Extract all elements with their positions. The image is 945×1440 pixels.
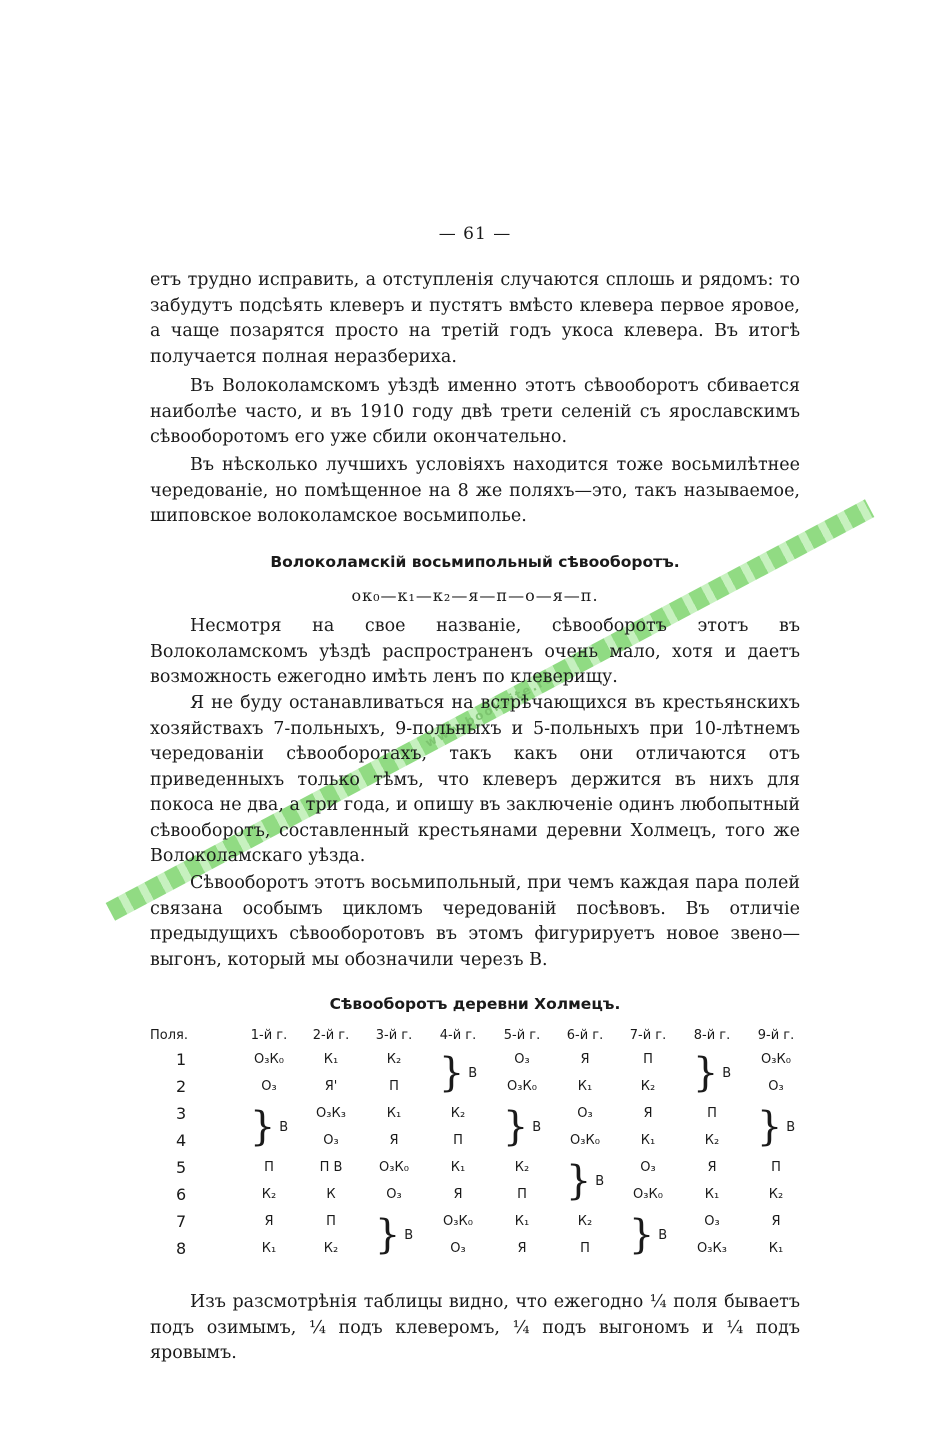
table-cell: К₂	[577, 1214, 593, 1229]
table-cell: К₁	[323, 1052, 339, 1067]
paragraph-3: Въ нѣсколько лучшихъ условіяхъ находится тоже восьмилѣтнее чередованіе, но помѣщенное на 8 же поляхъ—это, такъ называемое, шиповское волоколамское восьмиполье.	[150, 455, 800, 526]
field-number: 6	[176, 1185, 187, 1204]
header-year-8: 8-й г.	[693, 1027, 731, 1043]
table-cell: О₃К₃	[697, 1241, 727, 1256]
table-cell: Я	[643, 1106, 653, 1121]
table-heading: Сѣвооборотъ деревни Холмецъ.	[329, 995, 621, 1013]
table-cell: О₃	[577, 1106, 593, 1121]
table-cell: О₃К₀	[507, 1079, 537, 1094]
table-cell-merged: } В	[438, 1050, 478, 1096]
header-year-2: 2-й г.	[312, 1027, 350, 1043]
table-cell: О₃К₀	[443, 1214, 473, 1229]
table-cell-merged: } В	[628, 1212, 668, 1258]
table-cell: П	[517, 1187, 527, 1202]
table-cell: П	[771, 1160, 781, 1175]
table-cell-merged: } В	[692, 1050, 732, 1096]
header-year-3: 3-й г.	[375, 1027, 413, 1043]
table-cell: П	[707, 1106, 717, 1121]
table-cell: О₃К₀	[761, 1052, 791, 1067]
paragraph-2: Въ Волоколамскомъ уѣздѣ именно этотъ сѣвооборотъ сбивается наиболѣе часто, и въ 1910 году двѣ трети селеній съ ярославскимъ сѣвооборотомъ его уже сбили окончательно.	[150, 376, 800, 447]
header-year-9: 9-й г.	[757, 1027, 795, 1043]
brace-icon: }	[692, 1050, 719, 1096]
table-cell: П	[264, 1160, 274, 1175]
table-cell: К₂	[704, 1133, 720, 1148]
table-cell: Я	[517, 1241, 527, 1256]
paragraph-1: етъ трудно исправить, а отступленія случаются сплошь и рядомъ: то забудутъ подсѣять клеверъ и пустятъ вмѣсто клевера первое яровое, а чаще позарятся просто на третій годъ укоса клевера. Въ итогѣ получается полная неразбериха.	[150, 270, 800, 367]
header-year-5: 5-й г.	[503, 1027, 541, 1043]
table-cell: К₁	[704, 1187, 720, 1202]
table-cell: О₃К₀	[570, 1133, 600, 1148]
table-row	[150, 1046, 808, 1073]
table-cell: О₃К₀	[633, 1187, 663, 1202]
table-cell: П	[389, 1079, 399, 1094]
table-cell: О₃	[768, 1079, 784, 1094]
field-number: 5	[176, 1158, 187, 1177]
table-cell: О₃	[323, 1133, 339, 1148]
table-cell: Я'	[324, 1079, 338, 1094]
header-year-4: 4-й г.	[439, 1027, 477, 1043]
brace-icon: }	[249, 1104, 276, 1150]
table-cell: О₃К₃	[316, 1106, 346, 1121]
table-cell-merged: } В	[249, 1104, 289, 1150]
section-heading: Волоколамскій восьмипольный сѣвооборотъ.	[270, 553, 680, 571]
table-cell: О₃	[704, 1214, 720, 1229]
brace-icon: }	[565, 1158, 592, 1204]
table-cell: К₁	[450, 1160, 466, 1175]
table-cell: О₃	[514, 1052, 530, 1067]
table-cell: О₃К₀	[254, 1052, 284, 1067]
table-cell: П	[453, 1133, 463, 1148]
table-cell: К₁	[514, 1214, 530, 1229]
paragraph-4: Несмотря на свое названіе, сѣвооборотъ этотъ въ Волоколамскомъ уѣздѣ распространенъ очень мало, хотя и даетъ возможность ежегодно имѣть ленъ по клеверищу.	[150, 616, 800, 687]
table-cell: Я	[264, 1214, 274, 1229]
table-cell: Я	[771, 1214, 781, 1229]
table-cell: О₃	[450, 1241, 466, 1256]
brace-icon: }	[374, 1212, 401, 1258]
table-header-row	[150, 1024, 808, 1046]
field-number: 4	[176, 1131, 187, 1150]
crop-rotation-table	[150, 1024, 808, 1262]
table-cell: О₃	[640, 1160, 656, 1175]
field-number: 1	[176, 1050, 187, 1069]
table-cell: К₂	[261, 1187, 277, 1202]
table-cell: К₁	[577, 1079, 593, 1094]
table-cell: К₂	[323, 1241, 339, 1256]
table-cell: О₃	[261, 1079, 277, 1094]
watermark: www.booksite.ru	[106, 499, 875, 920]
table-cell: К₂	[386, 1052, 402, 1067]
table-cell: О₃	[386, 1187, 402, 1202]
paragraph-6: Сѣвооборотъ этотъ восьмипольный, при чемъ каждая пара полей связана особымъ цикломъ чередованій посѣвовъ. Въ отличіе предыдущихъ сѣвооборотовъ въ этомъ фигурируетъ новое звено—выгонъ, который мы обозначили черезъ В.	[150, 873, 800, 970]
table-row	[150, 1154, 808, 1181]
field-number: 8	[176, 1239, 187, 1258]
brace-icon: }	[438, 1050, 465, 1096]
table-cell: К₁	[261, 1241, 277, 1256]
table-cell-merged: } В	[565, 1158, 605, 1204]
table-row	[150, 1235, 808, 1262]
table-row	[150, 1208, 808, 1235]
table-row	[150, 1181, 808, 1208]
header-year-7: 7-й г.	[629, 1027, 667, 1043]
header-year-6: 6-й г.	[566, 1027, 604, 1043]
page-number: — 61 —	[438, 224, 512, 244]
table-cell: П	[326, 1214, 336, 1229]
table-cell: П	[580, 1241, 590, 1256]
table-cell: Я	[453, 1187, 463, 1202]
table-row	[150, 1100, 808, 1127]
field-number: 7	[176, 1212, 187, 1231]
table-cell: К₂	[450, 1106, 466, 1121]
table-cell-merged: } В	[756, 1104, 796, 1150]
table-cell: Я	[580, 1052, 590, 1067]
table-cell-merged: } В	[502, 1104, 542, 1150]
field-number: 2	[176, 1077, 187, 1096]
table-cell: П	[643, 1052, 653, 1067]
rotation-formula: ок₀—к₁—к₂—я—п—о—я—п.	[351, 586, 599, 605]
header-year-1: 1-й г.	[250, 1027, 288, 1043]
brace-icon: }	[628, 1212, 655, 1258]
table-cell: Я	[707, 1160, 717, 1175]
field-number: 3	[176, 1104, 187, 1123]
table-cell: П В	[319, 1160, 343, 1175]
table-cell: К₁	[768, 1241, 784, 1256]
paragraph-7: Изъ разсмотрѣнія таблицы видно, что ежегодно ¼ поля бываетъ подъ озимымъ, ¼ подъ клеверомъ, ¼ подъ выгономъ и ¼ подъ яровымъ.	[150, 1292, 800, 1363]
table-cell: К	[326, 1187, 336, 1202]
paragraph-5: Я не буду останавливаться на встрѣчающихся въ крестьянскихъ хозяйствахъ 7-польныхъ, 9-польныхъ и 5-польныхъ при 10-лѣтнемъ чередованіи сѣвооборотахъ, такъ какъ они отличаются отъ приведенныхъ только тѣмъ, что клеверъ держится въ нихъ для покоса не два, а три года, и опишу въ заключеніе одинъ любопытный сѣвооборотъ, составленный крестьянами деревни Холмецъ, того же Волоколамскаго уѣзда.	[150, 693, 800, 866]
table-cell: К₂	[514, 1160, 530, 1175]
table-cell: К₁	[386, 1106, 402, 1121]
table-cell: К₂	[640, 1079, 656, 1094]
brace-icon: }	[756, 1104, 783, 1150]
brace-icon: }	[502, 1104, 529, 1150]
table-cell: О₃К₀	[379, 1160, 409, 1175]
table-cell: Я	[389, 1133, 399, 1148]
table-cell: К₁	[640, 1133, 656, 1148]
table-cell: К₂	[768, 1187, 784, 1202]
table-cell-merged: } В	[374, 1212, 414, 1258]
header-fields: Поля.	[150, 1027, 188, 1043]
